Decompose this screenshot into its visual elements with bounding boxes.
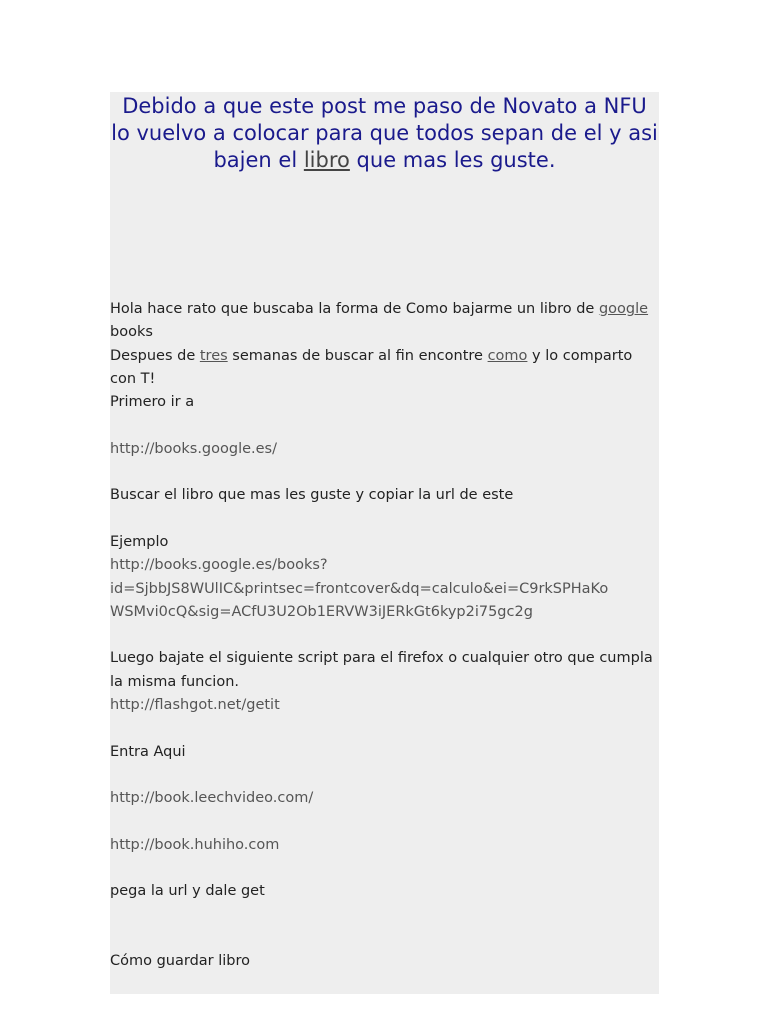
script-step-text: Luego bajate el siguiente script para el firefox o cualquier otro que cumpla la misma funcion. [110, 650, 653, 690]
intro2-text-b: semanas de buscar al fin encontre [227, 347, 488, 364]
first-step-text: Primero ir a [110, 394, 195, 411]
spacer [110, 461, 659, 484]
intro-paragraph [110, 298, 659, 345]
spacer [110, 717, 659, 740]
spacer [110, 764, 659, 787]
post-body [110, 298, 659, 973]
spacer [110, 508, 659, 531]
headline-text-end: que mas les guste. [349, 148, 556, 172]
example-url-line-2[interactable]: id=SjbbJS8WUlIC&printsec=frontcover&dq=calculo&ei=C9rkSPHaKo [110, 580, 609, 597]
intro-text: Hola hace rato que buscaba la forma de Como bajarme un libro de [110, 301, 599, 317]
intro-text-books: books [110, 324, 153, 341]
spacer-large [110, 904, 659, 950]
intro2-text-a: Despues de [110, 347, 200, 364]
intro-paragraph-2 [110, 345, 659, 392]
spacer [110, 624, 659, 647]
example-label: Ejemplo [110, 533, 169, 550]
search-step-text: Buscar el libro que mas les guste y copiar la url de este [110, 487, 514, 504]
spacer [110, 811, 659, 834]
flashgot-url[interactable]: http://flashgot.net/getit [110, 697, 280, 714]
spacer [110, 414, 659, 437]
como-link[interactable]: como [487, 347, 528, 364]
tres-link[interactable]: tres [199, 347, 228, 364]
google-link[interactable]: google [598, 301, 649, 317]
post-content [110, 92, 659, 994]
enter-here-text: Entra Aqui [110, 743, 186, 760]
leechvideo-url[interactable]: http://book.leechvideo.com/ [110, 790, 314, 807]
spacer [110, 857, 659, 880]
books-google-url[interactable]: http://books.google.es/ [110, 440, 277, 457]
huhiho-url[interactable]: http://book.huhiho.com [110, 836, 280, 853]
example-url-line-1[interactable]: http://books.google.es/books? [110, 557, 328, 574]
headline-book-link[interactable]: libro [303, 148, 350, 172]
intro2-text-c: y lo comparto con T! [110, 347, 633, 387]
example-url-line-3[interactable]: WSMvi0cQ&sig=ACfU3U2Ob1ERVW3iJERkGt6kyp2i75gc2g [110, 603, 533, 620]
paste-step-text: pega la url y dale get [110, 883, 265, 900]
save-book-heading: Cómo guardar libro [110, 952, 251, 969]
headline-text-start: Debido a que este post me paso de Novato a NFU lo vuelvo a colocar para que todos sepan de el y asi bajen el [111, 94, 658, 172]
headline [110, 92, 659, 174]
